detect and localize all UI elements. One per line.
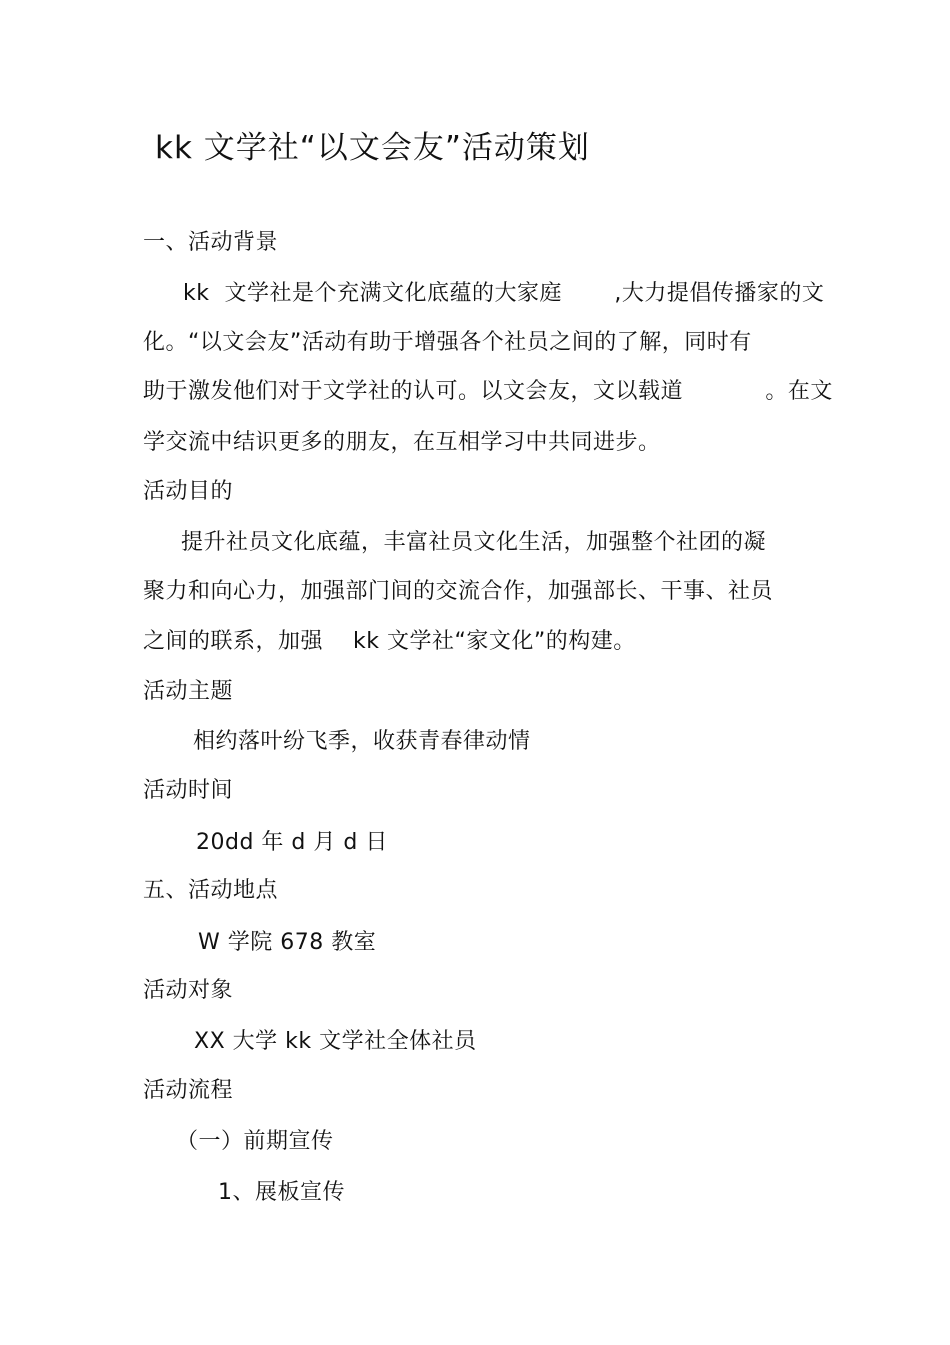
- theme-text: 相约落叶纷飞季，收获青春律动情: [193, 729, 531, 754]
- paragraph-line: 助于激发他们对于文学社的认可。以文会友，文以载道 。在文: [143, 379, 833, 404]
- process-item: 1、展板宣传: [218, 1180, 345, 1205]
- section-heading-theme: 活动主题: [143, 679, 234, 704]
- document-title: kk 文学社“以文会友”活动策划: [155, 130, 590, 166]
- time-text: 20dd 年 d 月 d 日: [196, 830, 388, 855]
- paragraph-line: 聚力和向心力，加强部门间的交流合作，加强部长、干事、社员: [143, 579, 774, 604]
- section-heading-background: 一、活动背景: [143, 230, 279, 255]
- section-heading-location: 五、活动地点: [143, 878, 279, 903]
- section-heading-process: 活动流程: [143, 1078, 234, 1103]
- paragraph-line: 学交流中结识更多的朋友，在互相学习中共同进步。: [143, 430, 661, 455]
- section-heading-purpose: 活动目的: [143, 479, 234, 504]
- section-heading-time: 活动时间: [143, 778, 234, 803]
- paragraph-line: 之间的联系，加强 kk 文学社“家文化”的构建。: [143, 629, 636, 654]
- audience-text: XX 大学 kk 文学社全体社员: [194, 1029, 477, 1054]
- process-sub-heading: （一）前期宣传: [176, 1129, 334, 1154]
- paragraph-line: 化。“以文会友”活动有助于增强各个社员之间的了解，同时有: [143, 330, 752, 355]
- paragraph-line: kk 文学社是个充满文化底蕴的大家庭 ,大力提倡传播家的文: [183, 281, 825, 306]
- location-text: W 学院 678 教室: [198, 930, 377, 955]
- paragraph-line: 提升社员文化底蕴，丰富社员文化生活，加强整个社团的凝: [181, 530, 767, 555]
- section-heading-audience: 活动对象: [143, 978, 234, 1003]
